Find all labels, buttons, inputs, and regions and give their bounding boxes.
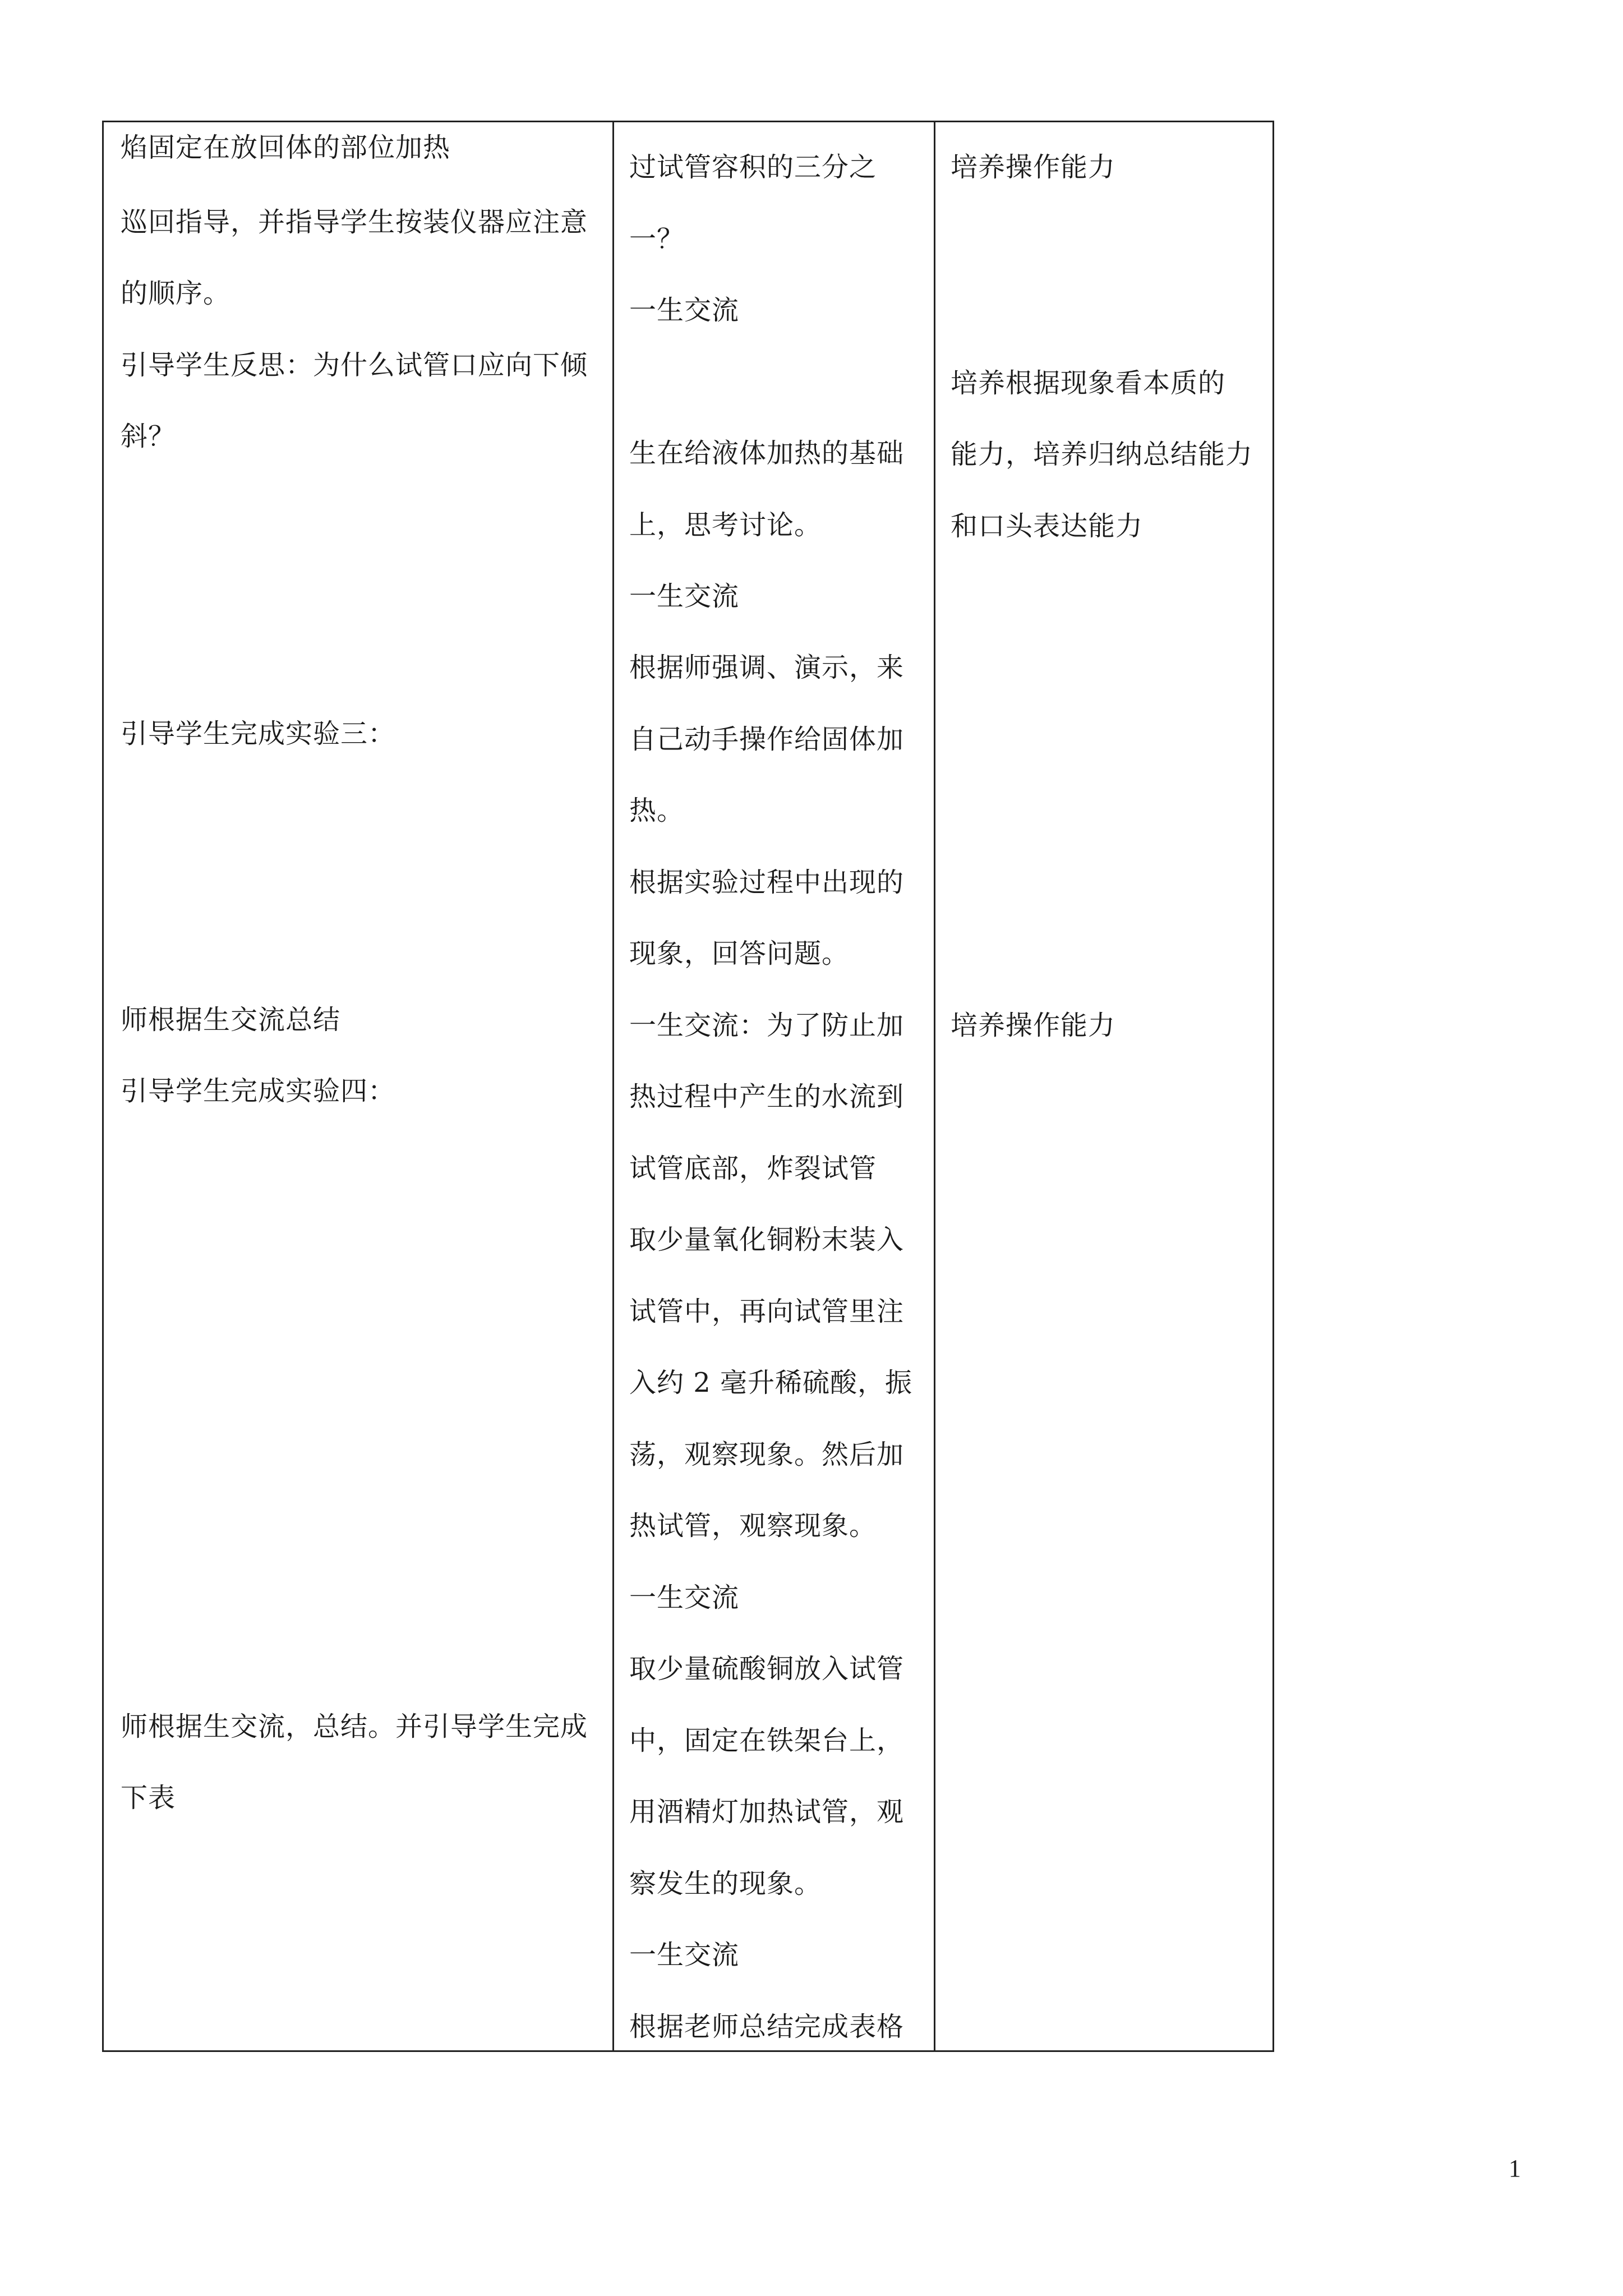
student-text-line: 自己动手操作给固体加	[629, 724, 905, 755]
student-text-line: 取少量硫酸铜放入试管	[629, 1653, 905, 1685]
student-text-line: 中，固定在铁架台上，	[629, 1725, 905, 1756]
student-text-line: 生在给液体加热的基础	[629, 438, 905, 469]
lesson-table	[102, 121, 1274, 2052]
intent-text-line: 培养操作能力	[951, 151, 1116, 183]
student-text-line: 入约 2 毫升稀硫酸，振	[629, 1367, 913, 1398]
student-text-line: 热过程中产生的水流到	[629, 1081, 905, 1112]
teacher-text-line: 下表	[121, 1782, 176, 1814]
student-text-line: 根据师强调、演示，来	[629, 652, 905, 683]
student-text-line: 现象，回答问题。	[629, 938, 850, 969]
student-text-line: 过试管容积的三分之	[629, 151, 877, 183]
teacher-text-line: 斜？	[121, 421, 176, 452]
student-text-line: 一生交流	[629, 1582, 740, 1613]
teacher-text-line: 引导学生完成实验四：	[121, 1075, 396, 1107]
teacher-text-line: 引导学生反思：为什么试管口应向下倾	[121, 349, 588, 381]
column-divider	[612, 122, 614, 2050]
teacher-text-line: 师根据生交流总结	[121, 1004, 341, 1036]
student-text-line: 一生交流	[629, 1939, 740, 1971]
student-text-line: 根据实验过程中出现的	[629, 867, 905, 898]
column-divider	[934, 122, 935, 2050]
student-text-line: 上，思考讨论。	[629, 509, 822, 541]
student-text-line: 一生交流	[629, 295, 740, 326]
student-text-line: 荡，观察现象。然后加	[629, 1439, 905, 1470]
student-text-line: 察发生的现象。	[629, 1868, 822, 1899]
student-text-line: 试管底部，炸裂试管	[629, 1153, 877, 1184]
student-text-line: 取少量氧化铜粉末装入	[629, 1224, 905, 1255]
intent-text-line: 培养操作能力	[951, 1010, 1116, 1041]
student-text-line: 一生交流：为了防止加	[629, 1010, 905, 1041]
student-text-line: 一生交流	[629, 581, 740, 612]
student-text-line: 用酒精灯加热试管，观	[629, 1796, 905, 1828]
teacher-text-line: 巡回指导，并指导学生按装仪器应注意	[121, 206, 588, 238]
student-text-line: 试管中，再向试管里注	[629, 1296, 905, 1327]
intent-text-line: 和口头表达能力	[951, 510, 1144, 542]
student-text-line: 根据老师总结完成表格	[629, 2011, 905, 2042]
intent-text-line: 能力，培养归纳总结能力	[951, 439, 1253, 470]
intent-text-line: 培养根据现象看本质的	[951, 367, 1226, 399]
student-text-line: 热试管，观察现象。	[629, 1510, 877, 1542]
teacher-text-line: 的顺序。	[121, 278, 231, 309]
teacher-text-line: 焰固定在放回体的部位加热	[121, 132, 451, 163]
teacher-text-line: 引导学生完成实验三：	[121, 718, 396, 749]
student-text-line: 热。	[629, 795, 685, 826]
teacher-text-line: 师根据生交流，总结。并引导学生完成	[121, 1711, 588, 1742]
student-text-line: 一？	[629, 223, 685, 255]
page-number: 1	[1509, 2155, 1521, 2182]
